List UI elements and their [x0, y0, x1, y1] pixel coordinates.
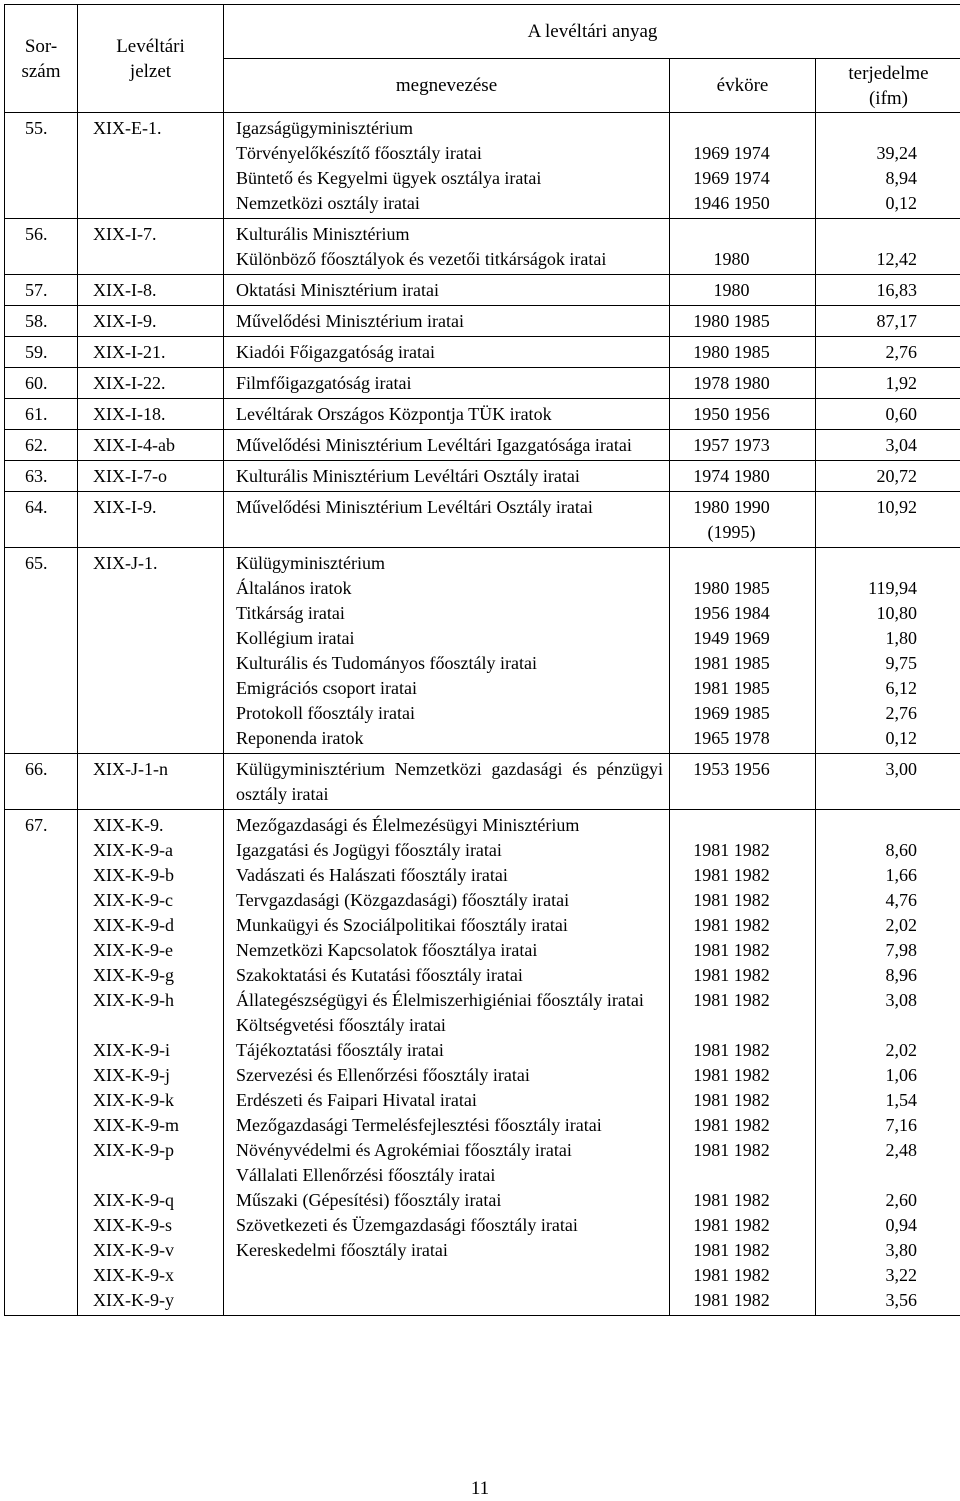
evkor-line: 1981 1985: [693, 678, 770, 698]
row-number: 56.: [5, 219, 78, 275]
evkor-line: 1981 1982: [693, 1040, 770, 1060]
row-evkor: [670, 461, 816, 492]
evkor-line: 1981 1982: [693, 1215, 770, 1235]
row-terjedelem: [816, 548, 960, 754]
jelzet-line: XIX-K-9-m: [93, 1115, 179, 1135]
evkor-line: 1981 1982: [693, 1065, 770, 1085]
row-megnevezes: [224, 430, 670, 461]
jelzet-line: [93, 1163, 217, 1188]
row-terjedelem: [816, 219, 960, 275]
header-sorszam-line1: Sor-: [24, 35, 58, 57]
megnevezes-line: Vállalati Ellenőrzési főosztály iratai: [236, 1165, 496, 1185]
terjedelem-line: 0,94: [885, 1215, 917, 1235]
table-row: [5, 275, 960, 306]
row-jelzet: [78, 399, 224, 430]
evkor-line: [676, 813, 787, 838]
megnevezes-line: Büntető és Kegyelmi ügyek osztálya iratai: [236, 168, 542, 188]
table-row: [5, 461, 960, 492]
row-jelzet: [78, 548, 224, 754]
row-evkor: [670, 219, 816, 275]
header-terjedelme-line1: terjedelme: [848, 62, 929, 84]
jelzet-line: XIX-J-1.: [93, 553, 158, 573]
row-evkor: [670, 368, 816, 399]
terjedelem-line: 0,12: [885, 193, 917, 213]
row-jelzet: [78, 368, 224, 399]
row-evkor: [670, 399, 816, 430]
row-evkor: [670, 754, 816, 810]
evkor-line: [676, 1163, 787, 1188]
jelzet-line: XIX-K-9-y: [93, 1290, 174, 1310]
evkor-line: 1956 1984: [693, 603, 770, 623]
table-row: [5, 219, 960, 275]
evkor-line: 1949 1969: [693, 628, 770, 648]
terjedelem-line: 4,76: [885, 890, 917, 910]
evkor-line: 1981 1982: [693, 915, 770, 935]
terjedelem-line: 119,94: [868, 578, 917, 598]
row-megnevezes: [224, 275, 670, 306]
megnevezes-line: Tájékoztatási főosztály iratai: [236, 1040, 444, 1060]
row-evkor: [670, 548, 816, 754]
row-megnevezes: [224, 548, 670, 754]
row-number: 63.: [5, 461, 78, 492]
terjedelem-line: 8,60: [885, 840, 917, 860]
evkor-line: 1981 1985: [693, 653, 770, 673]
evkor-line: 1981 1982: [693, 1240, 770, 1260]
terjedelem-line: 1,06: [885, 1065, 917, 1085]
row-number: 57.: [5, 275, 78, 306]
megnevezes-line: Kiadói Főigazgatóság iratai: [236, 342, 435, 362]
evkor-line: 1981 1982: [693, 965, 770, 985]
row-jelzet: [78, 461, 224, 492]
evkor-line: (1995): [707, 522, 756, 542]
evkor-line: 1965 1978: [693, 728, 770, 748]
evkor-line: 1981 1982: [693, 1115, 770, 1135]
terjedelem-line: 7,98: [885, 940, 917, 960]
header-sorszam-line2: szám: [21, 60, 61, 82]
archive-table: [4, 4, 960, 1316]
terjedelem-line: 3,80: [885, 1240, 917, 1260]
terjedelem-line: 2,60: [885, 1190, 917, 1210]
megnevezes-line: Szakoktatási és Kutatási főosztály iratai: [236, 965, 523, 985]
evkor-line: 1946 1950: [693, 193, 770, 213]
megnevezes-line: Külügyminisztérium: [236, 553, 385, 573]
evkor-line: 1957 1973: [693, 435, 770, 455]
row-jelzet: [78, 306, 224, 337]
jelzet-line: XIX-K-9-x: [93, 1265, 174, 1285]
row-terjedelem: [816, 492, 960, 548]
row-terjedelem: [816, 306, 960, 337]
jelzet-line: XIX-K-9-k: [93, 1090, 174, 1110]
jelzet-line: XIX-I-22.: [93, 373, 166, 393]
evkor-line: [676, 222, 787, 247]
terjedelem-line: 1,80: [885, 628, 917, 648]
row-evkor: [670, 113, 816, 219]
jelzet-line: XIX-K-9.: [93, 815, 164, 835]
megnevezes-line: Igazgatási és Jogügyi főosztály iratai: [236, 840, 502, 860]
row-megnevezes: [224, 337, 670, 368]
row-jelzet: [78, 810, 224, 1316]
megnevezes-line: Oktatási Minisztérium iratai: [236, 280, 439, 300]
terjedelem-line: [822, 551, 917, 576]
megnevezes-line: Tervgazdasági (Közgazdasági) főosztály iratai: [236, 890, 570, 910]
megnevezes-line: Külügyminisztérium Nemzetközi gazdasági és pénzügyi osztály iratai: [236, 759, 663, 804]
megnevezes-line: Növényvédelmi és Agrokémiai főosztály iratai: [236, 1140, 572, 1160]
megnevezes-line: Művelődési Minisztérium Levéltári Osztály iratai: [236, 497, 593, 517]
terjedelem-line: 3,22: [885, 1265, 917, 1285]
evkor-line: 1981 1982: [693, 865, 770, 885]
megnevezes-line: Általános iratok: [236, 578, 352, 598]
row-number: 61.: [5, 399, 78, 430]
terjedelem-line: 0,60: [885, 404, 917, 424]
evkor-line: 1980: [713, 280, 750, 300]
megnevezes-line: Mezőgazdasági és Élelmezésügyi Minisztérium: [236, 815, 580, 835]
row-number: 59.: [5, 337, 78, 368]
jelzet-line: XIX-I-9.: [93, 497, 157, 517]
jelzet-line: XIX-K-9-d: [93, 915, 174, 935]
jelzet-line: XIX-K-9-g: [93, 965, 174, 985]
megnevezes-line: Igazságügyminisztérium: [236, 118, 413, 138]
table-row: [5, 810, 960, 1316]
evkor-line: [676, 1013, 787, 1038]
megnevezes-line: Törvényelőkészítő főosztály iratai: [236, 143, 482, 163]
row-megnevezes: [224, 219, 670, 275]
terjedelem-line: 3,56: [885, 1290, 917, 1310]
evkor-line: 1980 1985: [693, 578, 770, 598]
evkor-line: 1969 1974: [693, 143, 770, 163]
jelzet-line: XIX-K-9-c: [93, 890, 173, 910]
terjedelem-line: 6,12: [885, 678, 917, 698]
row-terjedelem: [816, 368, 960, 399]
megnevezes-line: Munkaügyi és Szociálpolitikai főosztály iratai: [236, 915, 568, 935]
evkor-line: 1981 1982: [693, 890, 770, 910]
megnevezes-line: Emigrációs csoport iratai: [236, 678, 417, 698]
table-row: [5, 399, 960, 430]
jelzet-line: XIX-K-9-v: [93, 1240, 174, 1260]
terjedelem-line: 1,92: [885, 373, 917, 393]
row-evkor: [670, 810, 816, 1316]
megnevezes-line: Kulturális és Tudományos főosztály iratai: [236, 653, 537, 673]
terjedelem-line: 0,12: [885, 728, 917, 748]
table-row: [5, 430, 960, 461]
terjedelem-line: 12,42: [876, 249, 917, 269]
jelzet-line: XIX-E-1.: [93, 118, 162, 138]
megnevezes-line: Reponenda iratok: [236, 728, 364, 748]
megnevezes-line: Protokoll főosztály iratai: [236, 703, 415, 723]
terjedelem-line: 1,66: [885, 865, 917, 885]
row-jelzet: [78, 337, 224, 368]
row-jelzet: [78, 275, 224, 306]
megnevezes-line: Különböző főosztályok és vezetői titkárságok iratai: [236, 249, 607, 269]
evkor-line: 1980 1985: [693, 342, 770, 362]
row-megnevezes: [224, 810, 670, 1316]
evkor-line: 1974 1980: [693, 466, 770, 486]
evkor-line: 1980: [713, 249, 750, 269]
row-megnevezes: [224, 754, 670, 810]
terjedelem-line: 3,08: [885, 990, 917, 1010]
megnevezes-line: Szövetkezeti és Üzemgazdasági főosztály iratai: [236, 1215, 578, 1235]
megnevezes-line: Filmfőigazgatóság iratai: [236, 373, 412, 393]
megnevezes-line: Művelődési Minisztérium iratai: [236, 311, 464, 331]
header-anyag: A levéltári anyag: [224, 5, 960, 59]
jelzet-line: XIX-K-9-p: [93, 1140, 174, 1160]
row-megnevezes: [224, 492, 670, 548]
jelzet-line: XIX-I-18.: [93, 404, 166, 424]
header-terjedelme-line2: (ifm): [868, 87, 909, 109]
jelzet-line: XIX-I-21.: [93, 342, 166, 362]
row-number: 62.: [5, 430, 78, 461]
row-terjedelem: [816, 810, 960, 1316]
terjedelem-line: 10,92: [876, 497, 917, 517]
evkor-line: 1981 1982: [693, 1140, 770, 1160]
evkor-line: 1981 1982: [693, 940, 770, 960]
terjedelem-line: 87,17: [876, 311, 917, 331]
megnevezes-line: Erdészeti és Faipari Hivatal iratai: [236, 1090, 477, 1110]
row-number: 64.: [5, 492, 78, 548]
megnevezes-line: Kollégium iratai: [236, 628, 355, 648]
megnevezes-line: Állategészségügyi és Élelmiszerhigiéniai főosztály iratai: [236, 990, 644, 1010]
jelzet-line: XIX-I-8.: [93, 280, 157, 300]
row-jelzet: [78, 492, 224, 548]
row-terjedelem: [816, 399, 960, 430]
terjedelem-line: [822, 1013, 917, 1038]
row-terjedelem: [816, 337, 960, 368]
megnevezes-line: Szervezési és Ellenőrzési főosztály iratai: [236, 1065, 530, 1085]
row-jelzet: [78, 113, 224, 219]
terjedelem-line: 7,16: [885, 1115, 917, 1135]
header-terjedelme: [816, 59, 960, 113]
evkor-line: 1981 1982: [693, 1190, 770, 1210]
evkor-line: 1950 1956: [693, 404, 770, 424]
terjedelem-line: 39,24: [876, 143, 917, 163]
row-evkor: [670, 337, 816, 368]
jelzet-line: XIX-I-7.: [93, 224, 157, 244]
evkor-line: 1981 1982: [693, 1090, 770, 1110]
page-number: 11: [470, 1478, 490, 1499]
terjedelem-line: [822, 1163, 917, 1188]
evkor-line: [676, 116, 787, 141]
row-jelzet: [78, 219, 224, 275]
table-row: [5, 306, 960, 337]
jelzet-line: [93, 1013, 217, 1038]
row-number: 66.: [5, 754, 78, 810]
header-sorszam: [5, 5, 78, 113]
header-jelzet-line2: jelzet: [129, 60, 172, 82]
terjedelem-line: 8,96: [885, 965, 917, 985]
row-megnevezes: [224, 306, 670, 337]
evkor-line: [676, 551, 787, 576]
row-number: 58.: [5, 306, 78, 337]
terjedelem-line: 9,75: [885, 653, 917, 673]
terjedelem-line: [822, 116, 917, 141]
megnevezes-line: Kulturális Minisztérium Levéltári Osztály iratai: [236, 466, 580, 486]
row-evkor: [670, 492, 816, 548]
megnevezes-line: Nemzetközi osztály iratai: [236, 193, 420, 213]
terjedelem-line: 20,72: [876, 466, 917, 486]
evkor-line: 1978 1980: [693, 373, 770, 393]
evkor-line: 1980 1985: [693, 311, 770, 331]
jelzet-line: XIX-K-9-s: [93, 1215, 172, 1235]
row-megnevezes: [224, 461, 670, 492]
evkor-line: 1981 1982: [693, 990, 770, 1010]
jelzet-line: XIX-K-9-q: [93, 1190, 174, 1210]
terjedelem-line: 8,94: [885, 168, 917, 188]
header-megnevezese: megnevezése: [224, 59, 670, 113]
megnevezes-line: Nemzetközi Kapcsolatok főosztálya iratai: [236, 940, 538, 960]
jelzet-line: XIX-K-9-a: [93, 840, 173, 860]
jelzet-line: XIX-I-9.: [93, 311, 157, 331]
terjedelem-line: 2,48: [885, 1140, 917, 1160]
row-terjedelem: [816, 754, 960, 810]
jelzet-line: XIX-K-9-b: [93, 865, 174, 885]
megnevezes-line: Költségvetési főosztály iratai: [236, 1015, 446, 1035]
terjedelem-line: 16,83: [876, 280, 917, 300]
table-row: [5, 548, 960, 754]
terjedelem-line: [822, 813, 917, 838]
terjedelem-line: 1,54: [885, 1090, 917, 1110]
row-number: 67.: [5, 810, 78, 1316]
row-megnevezes: [224, 113, 670, 219]
evkor-line: 1980 1990: [693, 497, 770, 517]
jelzet-line: XIX-K-9-h: [93, 990, 174, 1010]
megnevezes-line: Kereskedelmi főosztály iratai: [236, 1240, 448, 1260]
evkor-line: 1981 1982: [693, 1265, 770, 1285]
jelzet-line: XIX-I-4-ab: [93, 435, 175, 455]
evkor-line: 1981 1982: [693, 1290, 770, 1310]
row-megnevezes: [224, 368, 670, 399]
table-body: [5, 113, 960, 1316]
table-row: [5, 492, 960, 548]
row-megnevezes: [224, 399, 670, 430]
evkor-line: 1981 1982: [693, 840, 770, 860]
terjedelem-line: 3,00: [885, 759, 917, 779]
evkor-line: 1969 1985: [693, 703, 770, 723]
terjedelem-line: 2,76: [885, 342, 917, 362]
jelzet-line: XIX-K-9-j: [93, 1065, 170, 1085]
row-jelzet: [78, 754, 224, 810]
evkor-line: 1953 1956: [693, 759, 770, 779]
table-row: [5, 754, 960, 810]
terjedelem-line: 2,02: [885, 1040, 917, 1060]
terjedelem-line: 3,04: [885, 435, 917, 455]
megnevezes-line: Vadászati és Halászati főosztály iratai: [236, 865, 508, 885]
terjedelem-line: 10,80: [876, 603, 917, 623]
row-terjedelem: [816, 113, 960, 219]
header-jelzet-line1: Levéltári: [116, 35, 185, 57]
table-row: [5, 113, 960, 219]
row-number: 65.: [5, 548, 78, 754]
jelzet-line: XIX-J-1-n: [93, 759, 168, 779]
megnevezes-line: Mezőgazdasági Termelésfejlesztési főosztály iratai: [236, 1115, 602, 1135]
row-number: 60.: [5, 368, 78, 399]
megnevezes-line: Művelődési Minisztérium Levéltári Igazgatósága iratai: [236, 435, 632, 455]
row-terjedelem: [816, 461, 960, 492]
row-number: 55.: [5, 113, 78, 219]
table-row: [5, 337, 960, 368]
jelzet-line: XIX-I-7-o: [93, 466, 167, 486]
row-terjedelem: [816, 430, 960, 461]
megnevezes-line: Kulturális Minisztérium: [236, 224, 410, 244]
row-evkor: [670, 306, 816, 337]
megnevezes-line: Levéltárak Országos Központja TÜK iratok: [236, 404, 552, 424]
header-jelzet: [78, 5, 224, 113]
jelzet-line: XIX-K-9-i: [93, 1040, 170, 1060]
row-terjedelem: [816, 275, 960, 306]
jelzet-line: XIX-K-9-e: [93, 940, 173, 960]
terjedelem-line: 2,76: [885, 703, 917, 723]
row-jelzet: [78, 430, 224, 461]
terjedelem-line: 2,02: [885, 915, 917, 935]
row-evkor: [670, 275, 816, 306]
megnevezes-line: Titkárság iratai: [236, 603, 345, 623]
table-row: [5, 368, 960, 399]
row-evkor: [670, 430, 816, 461]
terjedelem-line: [822, 222, 917, 247]
header-evkore: évköre: [670, 59, 816, 113]
evkor-line: 1969 1974: [693, 168, 770, 188]
megnevezes-line: Műszaki (Gépesítési) főosztály iratai: [236, 1190, 502, 1210]
